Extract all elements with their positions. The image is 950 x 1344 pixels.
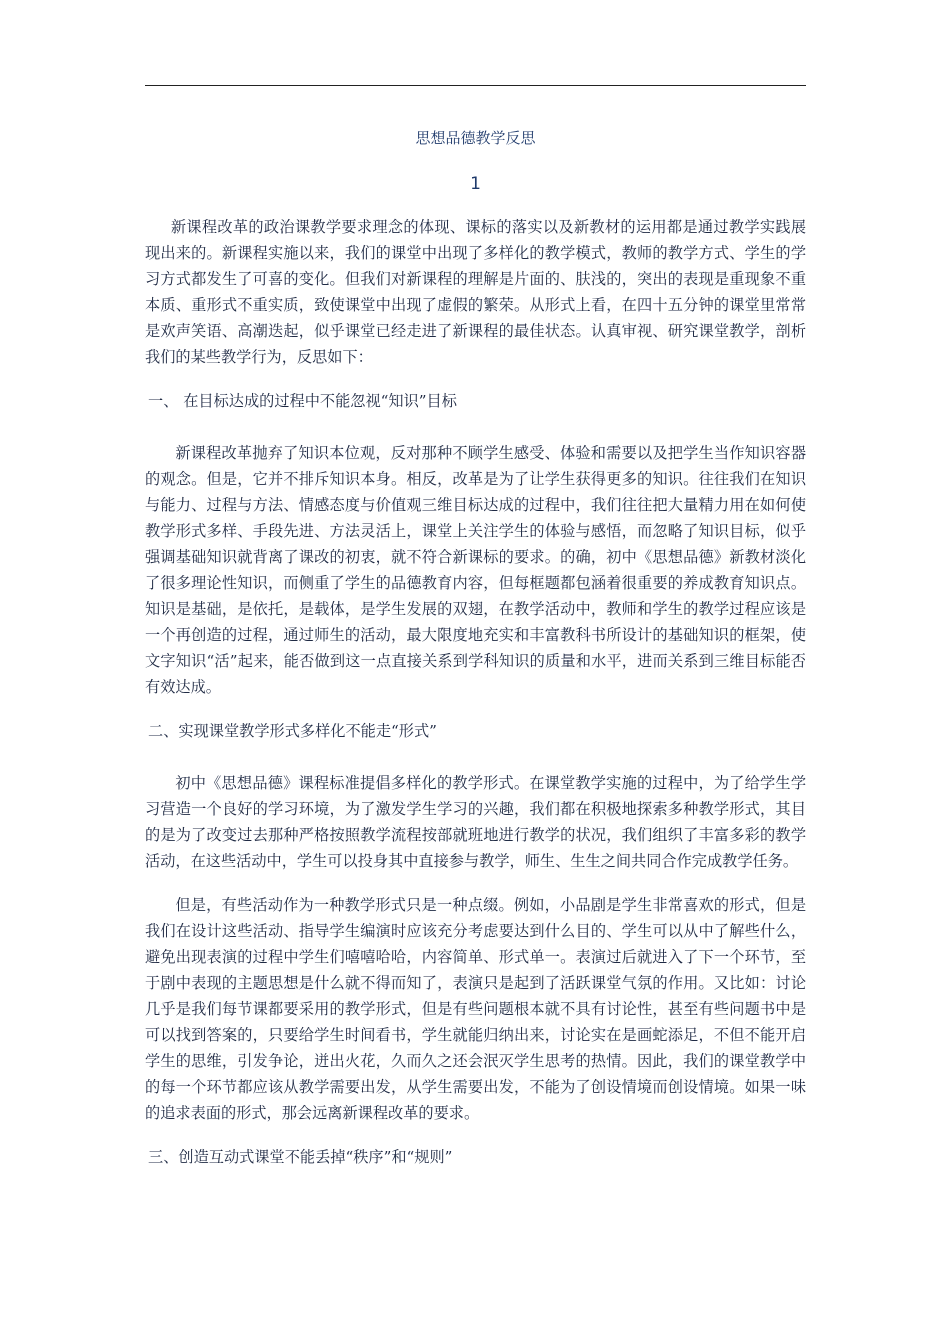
document-title: 思想品德教学反思 [415,129,536,147]
section-2-paragraph-1: 初中《思想品德》课程标准提倡多样化的教学形式。在课堂教学实施的过程中，为了给学生学习营造一个良好的学习环境，为了激发学生学习的兴趣，我们都在积极地探索多种教学形式，其目的是为了改变过去那种严格按照教学流程按部就班地进行教学的状况，我们组织了丰富多彩的教学活动，在这些活动中，学生可以投身其中直接参与教学，师生、生生之间共同合作完成教学任务。 [145,774,806,870]
section-3-heading: 三、创造互动式课堂不能丢掉“秩序”和“规则” [148,1148,453,1166]
page-number: 1 [470,174,481,194]
section-1-paragraph-1: 新课程改革抛弃了知识本位观，反对那种不顾学生感受、体验和需要以及把学生当作知识容器的观念。但是，它并不排斥知识本身。相反，改革是为了让学生获得更多的知识。往往我们在知识与能力、过程与方法、情感态度与价值观三维目标达成的过程中，我们往往把大量精力用在如何使教学形式多样、手段先进、方法灵活上，课堂上关注学生的体验与感悟，而忽略了知识目标，似乎强调基础知识就背离了课改的初衷，就不符合新课标的要求。的确，初中《思想品德》新教材淡化了很多理论性知识，而侧重了学生的品德教育内容，但每框题都包涵着很重要的养成教育知识点。知识是基础，是依托，是载体，是学生发展的双翅，在教学活动中，教师和学生的教学过程应该是一个再创造的过程，通过师生的活动，最大限度地充实和丰富教科书所设计的基础知识的框架，使文字知识“活”起来，能否做到这一点直接关系到学科知识的质量和水平，进而关系到三维目标能否有效达成。 [145,444,806,696]
intro-paragraph: 新课程改革的政治课教学要求理念的体现、课标的落实以及新教材的运用都是通过教学实践展现出来的。新课程实施以来，我们的课堂中出现了多样化的教学模式，教师的教学方式、学生的学习方式都发生了可喜的变化。但我们对新课程的理解是片面的、肤浅的，突出的表现是重现象不重本质、重形式不重实质，致使课堂中出现了虚假的繁荣。从形式上看，在四十五分钟的课堂里常常是欢声笑语、高潮迭起，似乎课堂已经走进了新课程的最佳状态。认真审视、研究课堂教学，剖析我们的某些教学行为，反思如下： [145,218,806,366]
section-1-heading: 一、 在目标达成的过程中不能忽视“知识”目标 [148,392,457,410]
document-body [145,214,806,1170]
section-2-heading: 二、实现课堂教学形式多样化不能走“形式” [148,722,437,740]
header-rule [145,85,806,86]
section-2-paragraph-2: 但是，有些活动作为一种教学形式只是一种点缀。例如，小品剧是学生非常喜欢的形式，但是我们在设计这些活动、指导学生编演时应该充分考虑要达到什么目的、学生可以从中了解些什么，避免出现表演的过程中学生们嘻嘻哈哈，内容简单、形式单一。表演过后就进入了下一个环节，至于剧中表现的主题思想是什么就不得而知了，表演只是起到了活跃课堂气氛的作用。又比如：讨论几乎是我们每节课都要采用的教学形式，但是有些问题根本就不具有讨论性，甚至有些问题书中是可以找到答案的，只要给学生时间看书，学生就能归纳出来，讨论实在是画蛇添足，不但不能开启学生的思维，引发争论，迸出火花，久而久之还会泯灭学生思考的热情。因此，我们的课堂教学中的每一个环节都应该从教学需要出发，从学生需要出发，不能为了创设情境而创设情境。如果一味的追求表面的形式，那会远离新课程改革的要求。 [145,896,806,1122]
